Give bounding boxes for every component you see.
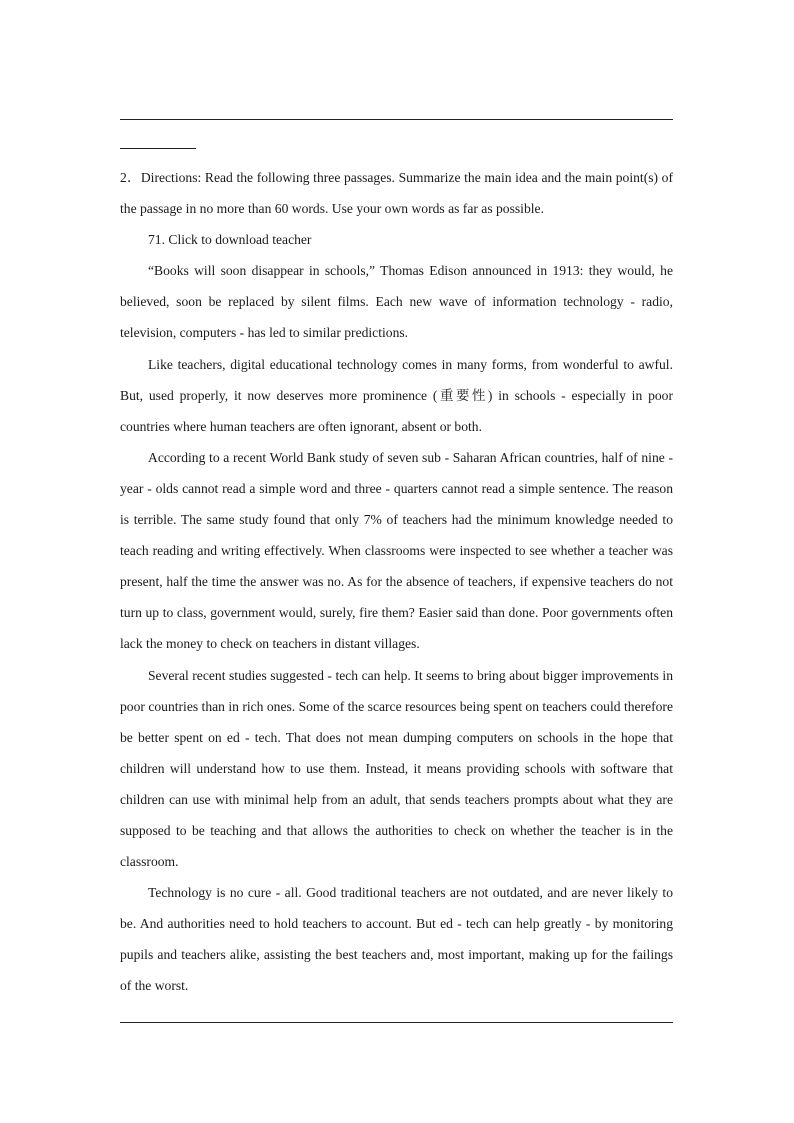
- page-content: [120, 162, 673, 1002]
- question-number: 2．: [120, 170, 141, 185]
- paragraph-3: According to a recent World Bank study of seven sub - Saharan African countries, half of nine - year - olds cannot read a simple word and three - quarters cannot read a simple sentence. The reason is terrible. The same study found that only 7% of teachers had the minimum knowledge needed to teach reading and writing effectively. When classrooms were inspected to see whether a teacher was present, half the time the answer was no. As for the absence of teachers, if expensive teachers do not turn up to class, government would, surely, fire them? Easier said than done. Poor governments often lack the money to check on teachers in distant villages.: [120, 449, 673, 652]
- footer-rule: [120, 1022, 673, 1023]
- paragraph-1: “Books will soon disappear in schools,” Thomas Edison announced in 1913: they would, he believed, soon be replaced by silent films. Each new wave of information technology - radio, television, computers - has led to similar predictions.: [120, 263, 673, 341]
- directions-text: Directions: Read the following three passages. Summarize the main idea and the main point(s) of the passage in no more than 60 words. Use your own words as far as possible.: [120, 170, 673, 217]
- question-directions: [120, 162, 673, 224]
- paragraph-5: Technology is no cure - all. Good traditional teachers are not outdated, and are never likely to be. And authorities need to hold teachers to account. But ed - tech can help greatly - by monitoring pupils and teachers alike, assisting the best teachers and, most important, making up for the failings of the worst.: [120, 885, 673, 994]
- answer-blank-line: [120, 148, 196, 149]
- passage-title: 71. Click to download teacher: [148, 232, 312, 248]
- paragraph-2: Like teachers, digital educational technology comes in many forms, from wonderful to awful. But, used properly, it now deserves more prominence (重要性) in schools - especially in poor countries where human teachers are often ignorant, absent or both.: [120, 356, 673, 434]
- paragraph-4: Several recent studies suggested - tech can help. It seems to bring about bigger improvements in poor countries than in rich ones. Some of the scarce resources being spent on teachers could therefore be better spent on ed - tech. That does not mean dumping computers on schools in the hope that children will understand how to use them. Instead, it means providing schools with software that children can use with minimal help from an adult, that sends teachers prompts about what they are supposed to be teaching and that allows the authorities to check on whether the teacher is in the classroom.: [120, 667, 673, 870]
- header-rule: [120, 119, 673, 120]
